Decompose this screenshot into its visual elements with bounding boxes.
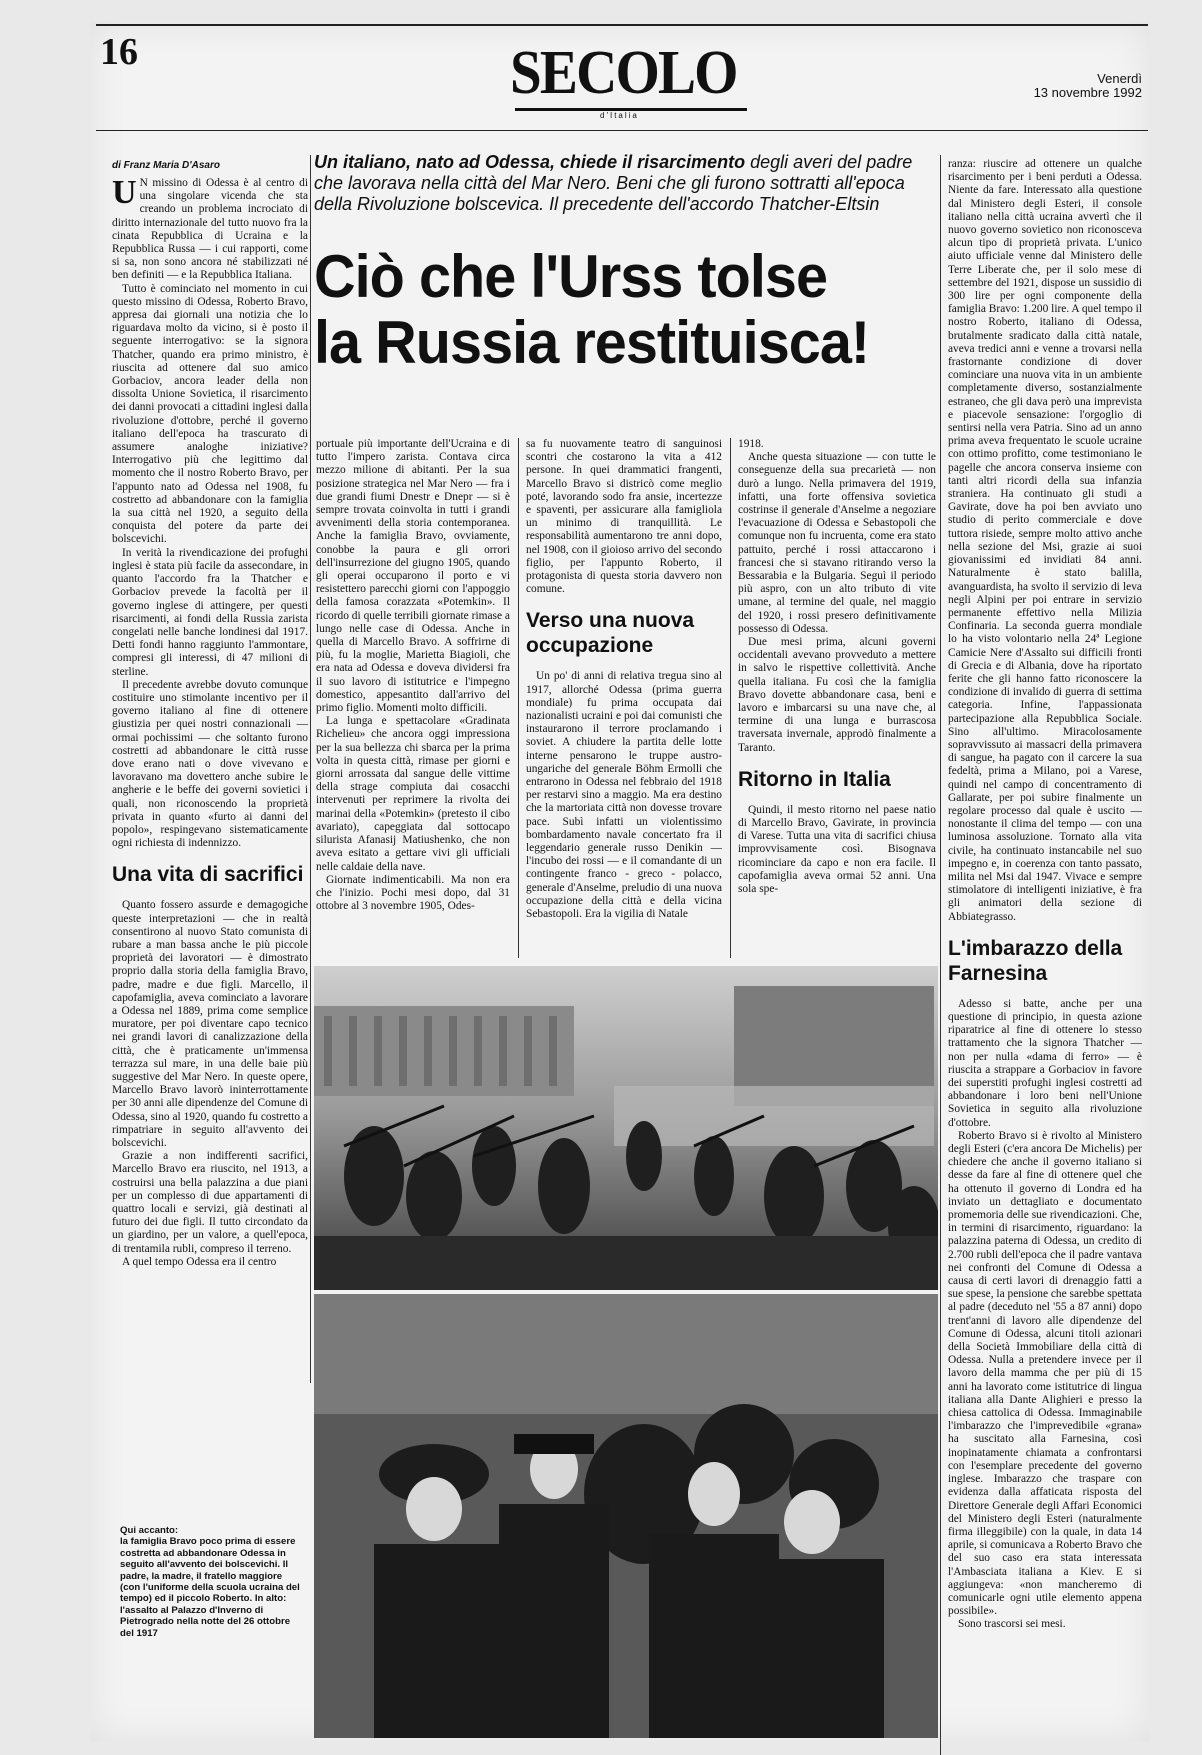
article-deck	[314, 152, 914, 215]
subheading: Una vita di sacrifici	[112, 863, 304, 887]
title-line-2: la Russia restituisca!	[314, 309, 870, 376]
column-3	[526, 438, 722, 958]
paragraph: 1918.	[738, 438, 764, 450]
paragraph: Anche questa situazione — con tutte le conseguenze della sua precarietà — non durò a lungo. Nella primavera del 1919, infatti, una forte offensiva sovietica costrinse il generale d'Anselme a negoziare l'evacuazione di Odessa e Sebastopoli che comunque non fu incruenta, come era stato pattuito, perché i rossi attaccarono i francesi che si stavano ritirando verso la Bessarabia e la Bulgaria. Seguì il periodo più aspro, con un alto tributo di vite umane, al termine del quale, nel maggio del 1920, i rossi presero definitivamente possesso di Odessa.	[738, 451, 936, 635]
column-rule	[940, 155, 941, 1755]
paragraph: Tutto è cominciato nel momento in cui questo missino di Odessa, Roberto Bravo, appresa dai giornali una notizia che lo riguardava molto da vicino, si è posto il seguente interrogativo: se la signora Thatcher, quando era primo ministro, è riuscita ad ottenere dal suo amico Gorbaciov, ancora leader della non dissolta Unione Sovietica, il risarcimento dei danni provocati a cittadini inglesi dalla rivoluzione d'ottobre, perché il governo italiano dell'epoca ha trascurato di assumere analoghe iniziative? Interrogativo più che legittimo dal momento che il nostro Roberto Bravo, per l'appunto nato ad Odessa nel 1908, fu costretto ad abbandonare con la famiglia la sua città nel 1920, a seguito della conquista del potere da parte dei bolscevichi.	[112, 282, 308, 546]
column-5	[948, 158, 1142, 1740]
column-4	[738, 438, 936, 958]
caption-text: la famiglia Bravo poco prima di essere costretta ad abbandonare Odessa in seguito all'avvento dei bolscevichi. Il padre, la madre, il fratello maggiore (con l'uniforme della scuola ucraina del tempo) ed il piccolo Roberto. In alto: l'assalto al Palazzo d'Inverno di Pietrogrado nella notte del 26 ottobre del 1917	[120, 1536, 300, 1639]
caption-lead: Qui accanto:	[120, 1525, 179, 1536]
top-rule	[96, 24, 1148, 26]
paragraph: Un po' di anni di relativa tregua sino al 1917, allorché Odessa (prima guerra mondiale) fu prima occupata dai nazionalisti ucraini e poi dai comunisti che instaurarono il terrore proclamando i soviet. A chiudere la partita delle lotte interne pensarono le truppe austro-ungariche del generale Böhm Ermolli che entrarono in Odessa nel febbraio del 1918 per restarvi sino a maggio. Ma era destino che la martoriata città non dovesse trovare pace. Subì infatti un violentissimo bombardamento navale concertato fra il leggendario generale russo Denikin — l'incubo dei rossi — e il comandante di un contingente franco - greco - polacco, generale d'Anselme, preludio di una nuova occupazione della città e della vicina Sebastopoli. Era la vigilia di Natale	[526, 670, 722, 921]
paragraph: Roberto Bravo si è rivolto al Ministero degli Esteri (c'era ancora De Michelis) per chiedere che anche il governo italiano si desse da fare al fine di ottenere quel che ha ottenuto il governo di Londra ed ha inviato un dettagliato e documentato promemoria delle sue rivendicazioni. Che, in termini di risarcimento, riguardano: la palazzina paterna di Odessa, un credito di 2.700 rubli dell'epoca che il padre vantava nei confronti del Comune di Odessa a causa di certi lavori di drenaggio fatti a sue spese, la pensione che sarebbe spettata al padre (deceduto nel '55 a 87 anni) dopo trent'anni di lavoro alle dipendenze del Comune di Odessa, alcuni titoli azionari della Società Immobiliare della città di Odessa. Nulla a pretendere invece per il lavoro della mamma che per più di 15 anni ha lavorato come istitutrice di lingua italiana alla Dante Alighieri e presso la chiesa cattolica di Odessa. Immaginabile l'imbarazzo che l'imprevedibile «grana» ha suscitato alla Farnesina, così inopinatamente chiamata a confrontarsi con l'esemplare precedente del governo inglese. Imbarazzo che traspare con evidenza dalla affaticata risposta del Direttore Generale degli Affari Economici del Ministero degli Esteri (naturalmente firma illeggibile) con la quale, in data 14 aprile, si comunicava a Roberto Bravo che del suo caso era stata interessata l'Ambasciata italiana a Kiev. E si aggiungeva: «non mancheremo di comunicarle ogni utile elemento appena possibile».	[948, 1129, 1142, 1618]
paragraph: Quindi, il mesto ritorno nel paese natio di Marcello Bravo, Gavirate, in provincia di Varese. Tutta una vita di sacrifici chiusa improvvisamente così. Bisognava ricominciare da capo e non era facile. Il capofamiglia aveva ormai 52 anni. Una sola spe-	[738, 803, 936, 896]
column-rule	[730, 438, 731, 958]
photo-winter-palace	[314, 966, 938, 1290]
photo-caption	[120, 1525, 300, 1639]
paragraph: Adesso si batte, anche per una questione di principio, in questa azione riparatrice al fine di ottenere lo stesso trattamento che la signora Thatcher — non per nulla «dama di ferro» — è riuscita a strappare a Gorbaciov in favore dei superstiti profughi inglesi costretti ad abbandonare i loro beni nell'Unione Sovietica in seguito alla rivoluzione d'ottobre.	[948, 997, 1142, 1129]
subheading: Ritorno in Italia	[738, 767, 891, 791]
subheading: Verso una nuova occupazione	[526, 609, 695, 658]
paragraph: Due mesi prima, alcuni governi occidentali avevano provveduto a mettere in salvo le rispettive collettività. Anche quella italiana. Fu così che la famiglia Bravo dovette abbandonare casa, beni e lavoro e imbarcarsi su una nave che, al termine di una lunga e burrascosa traversata invernale, approdò finalmente a Taranto.	[738, 636, 936, 754]
paragraph: Quanto fossero assurde e demagogiche queste interpretazioni — che in realtà consentirono al nuovo Stato comunista di rubare a man bassa anche le più piccole proprietà dei lavoratori — è dimostrato proprio dalla storia della famiglia Bravo, padre, madre e due figli. Marcello, il capofamiglia, aveva cominciato a lavorare a Odessa nel 1889, prima come semplice muratore, per poi diventare capo tecnico nei grandi lavori di canalizzazione della città, che è praticamente un'immensa terrazza sul mare, in una delle baie più suggestive del Mar Nero. In queste opere, Marcello Bravo lavorò ininterrottamente per 30 anni alle dipendenze del Comune di Odessa, sino al 1920, quando fu costretto a rimpatriare in seguito all'avvento dei bolscevichi.	[112, 899, 308, 1150]
article-title	[314, 244, 890, 376]
paragraph: Grazie a non indifferenti sacrifici, Marcello Bravo era riuscito, nel 1913, a costruirsi una bella palazzina a due piani per un complesso di due appartamenti di quattro locali e servizi, già destinati al futuro dei due figli. Il tutto circondato da un giardino, per un valore, a quell'epoca, di trentamila rubli, compreso il terreno.	[112, 1150, 308, 1255]
dateline-day: Venerdì	[1097, 71, 1142, 86]
paragraph: portuale più importante dell'Ucraina e di tutto l'impero zarista. Contava circa mezzo milione di abitanti. Per la sua posizione strategica nel Mar Nero — fra i due grandi fiumi Dnestr e Dnepr — si è sempre trovata coinvolta in tutti i grandi avvenimenti della storia contemporanea. Anche la famiglia Bravo, ovviamente, conobbe la paura e gli orrori dell'insurrezione del giugno 1905, quando gli operai occuparono il porto e vi resistettero parecchi giorni con l'appoggio della famosa corazzata «Potemkin». Il ricordo di quelle terribili giornate rimase a lungo nelle case di Odessa. Anche in quella di Marcello Bravo. A soffrirne di più, fu la moglie, Marietta Biagioli, che era nata ad Odessa e doveva dividersi fra il suo lavoro di istitutrice e l'impegno domestico, appesantito dall'arrivo del primo figlio. Momenti molto difficili.	[316, 438, 510, 715]
dateline-date: 13 novembre 1992	[1033, 85, 1142, 100]
paragraph: In verità la rivendicazione dei profughi inglesi è stata più facile da assecondare, in quanto l'accordo fra la Thatcher e Gorbaciov prevede la facoltà per il governo inglese di attingere, per questi risarcimenti, ai fondi della Russia zarista congelati nelle banche londinesi dal 1917. Detti fondi hanno raggiunto l'ammontare, compresi gli interessi, di 47 milioni di sterline.	[112, 546, 308, 678]
paragraph: Sono trascorsi sei mesi.	[958, 1618, 1066, 1631]
paragraph: Il precedente avrebbe dovuto comunque costituire uno stimolante incentivo per il governo italiano al fine di ottenere giustizia per quei nostri connazionali — ormai pochissimi — che soltanto furono costretti ad abbandonare le città russe dove erano nati o dove vivevano e lavoravano ma dovettero anche subire le angherie e le beffe dei governi sovietici i quali, non riconoscendo la proprietà privata in quanto «furto ai danni del popolo», respingevano sistematicamente ogni richiesta di indennizzo.	[112, 678, 308, 850]
page-number: 16	[100, 31, 138, 73]
winter-palace-illustration	[314, 966, 938, 1290]
paragraph: U N missino di Odessa è al centro di una singolare vicenda che sta creando un problema incrociato di diritto internazionale del tutto nuovo fra la cinata Repubblica di Ucraina e la Repubblica Russa — i cui rapporti, come si sa, non sono ancora né stabilizzati né ben definiti — e la Repubblica Italiana.	[112, 174, 308, 282]
byline: di Franz Maria D'Asaro	[112, 160, 220, 171]
header-rule	[96, 130, 1148, 131]
drop-cap: U	[112, 174, 137, 211]
column-rule	[518, 438, 519, 958]
photo-bravo-family	[314, 1294, 938, 1738]
masthead: SECOLO	[510, 39, 737, 107]
column-rule	[310, 155, 311, 1383]
deck-text: degli averi del padre che lavorava nella città del Mar Nero. Beni che gli furono sottratti all'epoca della Rivoluzione bolscevica. Il precedente dell'accordo Thatcher-Eltsin	[314, 152, 913, 214]
paragraph: La lunga e spettacolare «Gradinata Richelieu» che ancora oggi impressiona per la sua bellezza chi sbarca per la prima volta in questa città, rimase per giorni e giorni arrossata dal sangue delle vittime della strage compiuta dai cosacchi intervenuti per reprimere la rivolta dei marinai della «Potemkin» (pretesto il cibo avariato), capeggiata dal sottocapo silurista Afanasij Matiushenko, che non aveva esitato a gettare vivi gli ufficiali nelle caldaie della nave.	[316, 715, 510, 873]
family-portrait	[314, 1294, 938, 1738]
paragraph: sa fu nuovamente teatro di sanguinosi scontri che costarono la vita a 412 persone. In quei drammatici frangenti, Marcello Bravo si districò come meglio poté, lavorando sodo fra ansie, incertezze e spaventi, per assicurare alla famigliola un minimo di tranquillità. Le responsabilità aumentarono tre anni dopo, nel 1908, con il gioioso arrivo del secondo figlio, per l'appunto Roberto, il protagonista di questa storia davvero non comune.	[526, 438, 722, 596]
title-line-1: Ciò che l'Urss tolse	[314, 243, 828, 310]
dateline	[1034, 72, 1142, 100]
column-2	[316, 438, 510, 958]
subheading: L'imbarazzo della Farnesina	[948, 936, 1123, 985]
paragraph: A quel tempo Odessa era il centro	[122, 1255, 277, 1268]
masthead-sub: d'Italia	[600, 111, 639, 120]
paragraph: Giornate indimenticabili. Ma non era che l'inizio. Pochi mesi dopo, dal 31 ottobre al 3 novembre 1905, Odes-	[316, 873, 510, 913]
deck-lead: Un italiano, nato ad Odessa, chiede il risarcimento	[314, 152, 746, 172]
column-1	[112, 160, 308, 1269]
paragraph: ranza: riuscire ad ottenere un qualche risarcimento per i beni perduti a Odessa. Niente da fare. Interessato alla questione dal Ministero degli Esteri, il console italiano nella città ucraina avvertì che il nuovo governo sovietico non riconosceva alcun tipo di proprietà privata. L'unico aiuto ufficiale venne dal Ministero delle Terre Liberate che, per il solo mese di settembre del 1921, dispose un sussidio di 300 lire per ogni componente della famiglia Bravo: 1.200 lire. A quel tempo il nostro Roberto, italiano di Odessa, brutalmente sradicato dalla città natale, aveva tredici anni e venne a trovarsi nella frastornante condizione di dover cominciare una nuova vita in un ambiente completamente diverso, sostanzialmente estraneo, che gli dava però una imprevista e piacevole sensazione: l'orgoglio di sentirsi nella vera Patria. Sino ad un anno prima aveva frequentato le scuole ucraine con ottimo profitto, come testimoniano le pagelle che ancora conserva insieme con tanti altri ricordi della sua infanzia straniera. Ha continuato gli studi a Gavirate, dove ha poi ben avviato uno studio di perito commerciale e dove tuttora risiede, sempre molto attivo anche nella sezione del Msi, grazie ai suoi giovanissimi ed invidiati 84 anni. Naturalmente è stato balilla, avanguardista, ha svolto il servizio di leva negli Alpini per poi entrare in servizio permanente effettivo nella Milizia Confinaria. La seconda guerra mondiale lo ha visto volontario nella 24ª Legione Camicie Nere d'Assalto sui difficili fronti di Grecia e di Albania, dove ha riportato ferite che gli hanno fatto riconoscere la condizione di invalido di guerra di settima categoria. Infine, l'appassionata partecipazione alla Repubblica Sociale. Sino all'ultimo. Miracolosamente sopravvissuto ai massacri della primavera di sangue, ha pagato con il carcere la sua fedeltà, prima a Milano, poi a Varese, quindi nel campo di concentramento di Gallarate, per poi subire finalmente un regolare processo dal quale è uscito — nonostante il clima del tempo — con una luminosa assoluzione. Tornato alla vita civile, ha continuato instancabile nel suo impegno e, in coerenza con tanto passato, milita nel Msi dal 1947. Vivace e sempre stimolatore di intelligenti iniziative, è fra gli animatori della sezione di Abbiategrasso.	[948, 158, 1142, 923]
